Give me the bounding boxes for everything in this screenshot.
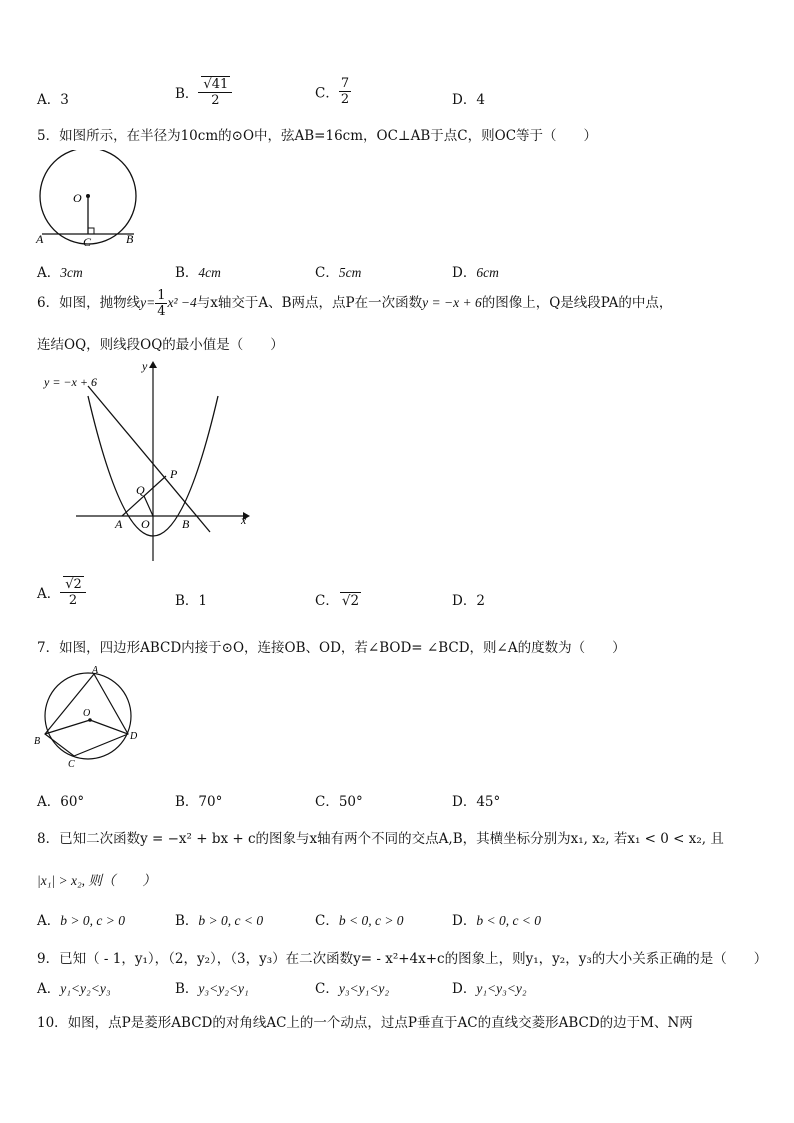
q8-stem-line2: |x₁| > x₂, 则（ ） [37,873,156,888]
label-c: C [83,235,92,249]
q7-option-a: A．60° [37,794,85,810]
label-line: y = −x + 6 [44,375,97,389]
label-b: B [126,232,134,246]
linear-line [88,386,210,532]
q4-option-d: D．4 [452,92,485,108]
segment-od [90,720,128,734]
q9-stem: 9．已知（ - 1，y₁），（2，y₂），（3，y₃）在二次函数y= - x²+4x+c的图象上，则y₁，y₂，y₃的大小关系正确的是（ ） [37,951,768,967]
q6-stem-line2: 连结OQ，则线段OQ的最小值是（ ） [37,337,284,353]
q5-option-d: D．6cm [452,265,499,281]
label-a: A [92,665,99,676]
q6-option-d: D．2 [452,593,485,609]
q5-option-c: C．5cm [315,265,362,281]
q8-option-a: A．b > 0, c > 0 [37,913,125,929]
label-b: B [34,736,41,747]
q7-circle-figure [32,664,142,772]
q6-option-b: B．1 [175,593,208,609]
q6-option-c: C．√ 2 [315,589,361,609]
q6-parabola-figure [38,356,258,566]
q5-circle-figure [30,150,150,250]
q4-option-c: C． $\frac{7}{2}$ [315,76,350,107]
label-d: D [130,731,138,742]
q6-stem-line1: 6．如图，抛物线y= $\frac{1}{4}$ x² −4与x轴交于A、B两点，点P在一次函数y = −x + 6的图像上，Q是线段PA的中点， [37,288,673,319]
q8-option-d: D．b < 0, c < 0 [452,913,542,929]
q9-option-b: B．y₃<y₂<y₁ [175,981,249,997]
q6-option-a: A． √ $\frac{2}{2}$ [37,576,86,608]
segment-oq [144,496,153,516]
label-b: B [182,517,190,531]
q7-option-c: C．50° [315,794,363,810]
q7-stem: 7．如图，四边形ABCD内接于⊙O，连接OB、OD，若∠BOD= ∠BCD，则∠A的度数为（ ） [37,640,626,656]
q5-option-a: A．3cm [37,265,83,281]
q9-option-a: A．y₁<y₂<y₃ [37,981,111,997]
label-x: x [241,513,247,527]
label-a: A [36,232,44,246]
q5-option-b: B．4cm [175,265,221,281]
q8-stem-line1: 8．已知二次函数y = −x² + bx + c的图象与x轴有两个不同的交点A,B，其横坐标分别为x₁, x₂, 若x₁ < 0 < x₂, 且 [37,831,724,847]
q9-option-d: D．y₁<y₃<y₂ [452,981,527,997]
q9-option-c: C．y₃<y₁<y₂ [315,981,390,997]
label-o: O [141,517,150,531]
label-q: Q [136,483,145,497]
q7-option-d: D．45° [452,794,501,810]
q10-stem: 10．如图，点P是菱形ABCD的对角线AC上的一个动点，过点P垂直于AC的直线交菱形ABCD的边于M、N两 [37,1015,693,1031]
segment-ob [45,720,90,734]
label-a: A [115,517,123,531]
right-angle-mark [88,228,94,234]
label-y: y [142,359,148,373]
q4-option-b: B． √ $\frac{41}{2}$ [175,76,232,108]
label-c: C [68,759,75,770]
q8-option-c: C．b < 0, c > 0 [315,913,404,929]
label-o: O [83,708,91,719]
q7-option-b: B．70° [175,794,223,810]
q5-stem: 5．如图所示，在半径为10cm的⊙O中，弦AB=16cm，OC⊥AB于点C，则OC等于（ ） [37,128,598,144]
center-point [86,194,90,198]
q8-option-b: B．b > 0, c < 0 [175,913,264,929]
label-p: P [170,467,178,481]
label-o: O [73,191,82,205]
q4-option-a: A．3 [37,92,69,108]
